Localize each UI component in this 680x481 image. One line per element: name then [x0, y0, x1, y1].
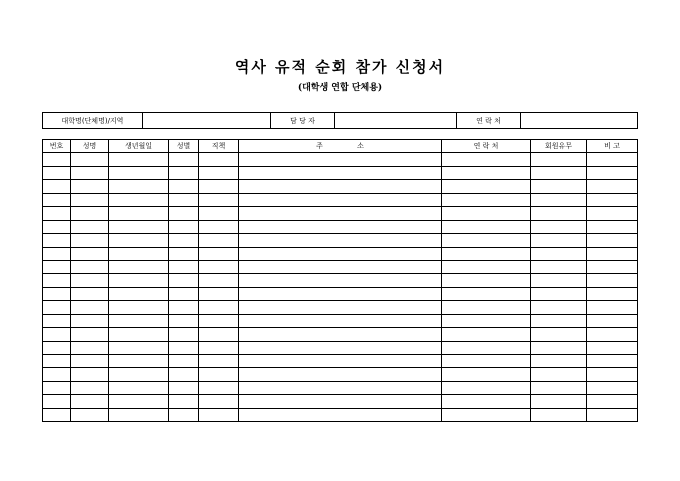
gender-cell[interactable] [169, 260, 199, 273]
address-cell[interactable] [239, 247, 442, 260]
table-header-row [43, 140, 638, 153]
address-cell[interactable] [239, 220, 442, 233]
gender-cell[interactable] [169, 153, 199, 166]
address-cell[interactable] [239, 153, 442, 166]
table-row [43, 408, 638, 421]
gender-cell[interactable] [169, 287, 199, 300]
name-cell[interactable] [71, 328, 109, 341]
membership-cell[interactable] [531, 368, 587, 381]
number-cell[interactable] [43, 314, 71, 327]
table-row [43, 193, 638, 206]
table-row [43, 368, 638, 381]
position-cell[interactable] [199, 328, 239, 341]
address-cell[interactable] [239, 314, 442, 327]
remarks-cell[interactable] [587, 260, 638, 273]
position-cell[interactable] [199, 166, 239, 179]
number-cell[interactable] [43, 193, 71, 206]
remarks-cell[interactable] [587, 395, 638, 408]
table-row [43, 301, 638, 314]
remarks-cell[interactable] [587, 341, 638, 354]
table-row [43, 260, 638, 273]
applicant-info-table [42, 112, 638, 129]
remarks-cell[interactable] [587, 234, 638, 247]
name-cell[interactable] [71, 207, 109, 220]
remarks-cell[interactable] [587, 381, 638, 394]
gender-cell[interactable] [169, 395, 199, 408]
header-membership: 회원유무 [531, 140, 587, 153]
gender-cell[interactable] [169, 368, 199, 381]
number-cell[interactable] [43, 328, 71, 341]
number-cell[interactable] [43, 408, 71, 421]
number-cell[interactable] [43, 301, 71, 314]
position-cell[interactable] [199, 287, 239, 300]
number-cell[interactable] [43, 395, 71, 408]
gender-cell[interactable] [169, 355, 199, 368]
address-cell[interactable] [239, 395, 442, 408]
address-cell[interactable] [239, 341, 442, 354]
name-cell[interactable] [71, 153, 109, 166]
contact-cell[interactable] [442, 328, 531, 341]
contact-cell[interactable] [442, 207, 531, 220]
contact-field[interactable] [521, 113, 638, 129]
birthdate-cell[interactable] [109, 287, 169, 300]
name-cell[interactable] [71, 314, 109, 327]
contact-cell[interactable] [442, 341, 531, 354]
membership-cell[interactable] [531, 381, 587, 394]
birthdate-cell[interactable] [109, 247, 169, 260]
position-cell[interactable] [199, 234, 239, 247]
gender-cell[interactable] [169, 314, 199, 327]
number-cell[interactable] [43, 274, 71, 287]
contact-cell[interactable] [442, 193, 531, 206]
remarks-cell[interactable] [587, 301, 638, 314]
address-cell[interactable] [239, 260, 442, 273]
number-cell[interactable] [43, 381, 71, 394]
contact-cell[interactable] [442, 247, 531, 260]
contact-cell[interactable] [442, 368, 531, 381]
contact-cell[interactable] [442, 395, 531, 408]
address-cell[interactable] [239, 368, 442, 381]
name-cell[interactable] [71, 166, 109, 179]
gender-cell[interactable] [169, 207, 199, 220]
position-cell[interactable] [199, 381, 239, 394]
address-cell[interactable] [239, 193, 442, 206]
table-row [43, 341, 638, 354]
membership-cell[interactable] [531, 260, 587, 273]
manager-label: 담 당 자 [271, 113, 335, 129]
manager-field[interactable] [335, 113, 457, 129]
header-name: 성명 [71, 140, 109, 153]
contact-label: 연 락 처 [457, 113, 521, 129]
address-cell[interactable] [239, 234, 442, 247]
name-cell[interactable] [71, 274, 109, 287]
table-row [43, 381, 638, 394]
membership-cell[interactable] [531, 220, 587, 233]
header-address-char-2: 소 [357, 142, 364, 151]
participants-table [42, 139, 638, 422]
membership-cell[interactable] [531, 287, 587, 300]
number-cell[interactable] [43, 247, 71, 260]
number-cell[interactable] [43, 341, 71, 354]
name-cell[interactable] [71, 368, 109, 381]
table-row [43, 287, 638, 300]
remarks-cell[interactable] [587, 355, 638, 368]
remarks-cell[interactable] [587, 153, 638, 166]
birthdate-cell[interactable] [109, 166, 169, 179]
birthdate-cell[interactable] [109, 381, 169, 394]
position-cell[interactable] [199, 314, 239, 327]
address-cell[interactable] [239, 207, 442, 220]
gender-cell[interactable] [169, 408, 199, 421]
membership-cell[interactable] [531, 408, 587, 421]
birthdate-cell[interactable] [109, 395, 169, 408]
name-cell[interactable] [71, 180, 109, 193]
header-address-char-1: 주 [316, 142, 323, 151]
membership-cell[interactable] [531, 193, 587, 206]
gender-cell[interactable] [169, 301, 199, 314]
remarks-cell[interactable] [587, 314, 638, 327]
table-row [43, 207, 638, 220]
contact-cell[interactable] [442, 301, 531, 314]
membership-cell[interactable] [531, 153, 587, 166]
table-row [43, 247, 638, 260]
membership-cell[interactable] [531, 341, 587, 354]
address-cell[interactable] [239, 287, 442, 300]
birthdate-cell[interactable] [109, 328, 169, 341]
position-cell[interactable] [199, 153, 239, 166]
remarks-cell[interactable] [587, 180, 638, 193]
position-cell[interactable] [199, 355, 239, 368]
remarks-cell[interactable] [587, 220, 638, 233]
remarks-cell[interactable] [587, 274, 638, 287]
contact-cell[interactable] [442, 314, 531, 327]
position-cell[interactable] [199, 408, 239, 421]
membership-cell[interactable] [531, 355, 587, 368]
header-contact: 연 락 처 [442, 140, 531, 153]
table-row [43, 355, 638, 368]
number-cell[interactable] [43, 220, 71, 233]
address-cell[interactable] [239, 274, 442, 287]
remarks-cell[interactable] [587, 408, 638, 421]
birthdate-cell[interactable] [109, 153, 169, 166]
membership-cell[interactable] [531, 207, 587, 220]
membership-cell[interactable] [531, 166, 587, 179]
address-cell[interactable] [239, 381, 442, 394]
university-field[interactable] [143, 113, 271, 129]
name-cell[interactable] [71, 220, 109, 233]
birthdate-cell[interactable] [109, 260, 169, 273]
name-cell[interactable] [71, 193, 109, 206]
remarks-cell[interactable] [587, 368, 638, 381]
contact-cell[interactable] [442, 234, 531, 247]
gender-cell[interactable] [169, 220, 199, 233]
gender-cell[interactable] [169, 381, 199, 394]
name-cell[interactable] [71, 355, 109, 368]
membership-cell[interactable] [531, 314, 587, 327]
contact-cell[interactable] [442, 153, 531, 166]
name-cell[interactable] [71, 301, 109, 314]
number-cell[interactable] [43, 355, 71, 368]
birthdate-cell[interactable] [109, 234, 169, 247]
address-cell[interactable] [239, 328, 442, 341]
birthdate-cell[interactable] [109, 314, 169, 327]
table-row [43, 328, 638, 341]
header-number: 번호 [43, 140, 71, 153]
number-cell[interactable] [43, 180, 71, 193]
position-cell[interactable] [199, 274, 239, 287]
address-cell[interactable] [239, 408, 442, 421]
table-row [43, 274, 638, 287]
gender-cell[interactable] [169, 234, 199, 247]
number-cell[interactable] [43, 207, 71, 220]
number-cell[interactable] [43, 234, 71, 247]
page-subtitle: (대학생 연합 단체용) [297, 83, 383, 93]
birthdate-cell[interactable] [109, 355, 169, 368]
remarks-cell[interactable] [587, 247, 638, 260]
name-cell[interactable] [71, 234, 109, 247]
table-row [43, 395, 638, 408]
address-cell[interactable] [239, 180, 442, 193]
university-label: 대학명(단체명)/지역 [43, 113, 143, 129]
number-cell[interactable] [43, 368, 71, 381]
page-title: 역사 유적 순회 참가 신청서 [234, 58, 446, 76]
contact-cell[interactable] [442, 408, 531, 421]
gender-cell[interactable] [169, 341, 199, 354]
applicant-info-row [43, 113, 638, 129]
contact-cell[interactable] [442, 381, 531, 394]
remarks-cell[interactable] [587, 193, 638, 206]
header-birthdate: 생년월일 [109, 140, 169, 153]
name-cell[interactable] [71, 260, 109, 273]
birthdate-cell[interactable] [109, 220, 169, 233]
contact-cell[interactable] [442, 180, 531, 193]
header-address [239, 140, 442, 153]
table-row [43, 180, 638, 193]
address-cell[interactable] [239, 301, 442, 314]
number-cell[interactable] [43, 287, 71, 300]
header-remarks: 비 고 [587, 140, 638, 153]
gender-cell[interactable] [169, 180, 199, 193]
position-cell[interactable] [199, 220, 239, 233]
birthdate-cell[interactable] [109, 180, 169, 193]
birthdate-cell[interactable] [109, 274, 169, 287]
number-cell[interactable] [43, 153, 71, 166]
position-cell[interactable] [199, 193, 239, 206]
contact-cell[interactable] [442, 287, 531, 300]
membership-cell[interactable] [531, 301, 587, 314]
remarks-cell[interactable] [587, 207, 638, 220]
name-cell[interactable] [71, 287, 109, 300]
gender-cell[interactable] [169, 166, 199, 179]
number-cell[interactable] [43, 166, 71, 179]
membership-cell[interactable] [531, 234, 587, 247]
membership-cell[interactable] [531, 274, 587, 287]
position-cell[interactable] [199, 260, 239, 273]
table-row [43, 220, 638, 233]
name-cell[interactable] [71, 395, 109, 408]
header-gender: 성별 [169, 140, 199, 153]
membership-cell[interactable] [531, 395, 587, 408]
contact-cell[interactable] [442, 355, 531, 368]
header-position: 직책 [199, 140, 239, 153]
remarks-cell[interactable] [587, 166, 638, 179]
table-row [43, 234, 638, 247]
birthdate-cell[interactable] [109, 207, 169, 220]
position-cell[interactable] [199, 395, 239, 408]
remarks-cell[interactable] [587, 287, 638, 300]
position-cell[interactable] [199, 180, 239, 193]
contact-cell[interactable] [442, 166, 531, 179]
position-cell[interactable] [199, 341, 239, 354]
membership-cell[interactable] [531, 247, 587, 260]
participants-body [43, 153, 638, 422]
membership-cell[interactable] [531, 328, 587, 341]
position-cell[interactable] [199, 368, 239, 381]
name-cell[interactable] [71, 341, 109, 354]
contact-cell[interactable] [442, 220, 531, 233]
contact-cell[interactable] [442, 260, 531, 273]
birthdate-cell[interactable] [109, 301, 169, 314]
membership-cell[interactable] [531, 180, 587, 193]
position-cell[interactable] [199, 207, 239, 220]
gender-cell[interactable] [169, 274, 199, 287]
address-cell[interactable] [239, 355, 442, 368]
position-cell[interactable] [199, 247, 239, 260]
contact-cell[interactable] [442, 274, 531, 287]
table-row [43, 166, 638, 179]
address-cell[interactable] [239, 166, 442, 179]
name-cell[interactable] [71, 408, 109, 421]
birthdate-cell[interactable] [109, 193, 169, 206]
table-row [43, 314, 638, 327]
birthdate-cell[interactable] [109, 341, 169, 354]
gender-cell[interactable] [169, 193, 199, 206]
gender-cell[interactable] [169, 247, 199, 260]
table-row [43, 153, 638, 166]
remarks-cell[interactable] [587, 328, 638, 341]
name-cell[interactable] [71, 247, 109, 260]
birthdate-cell[interactable] [109, 408, 169, 421]
position-cell[interactable] [199, 301, 239, 314]
name-cell[interactable] [71, 381, 109, 394]
gender-cell[interactable] [169, 328, 199, 341]
number-cell[interactable] [43, 260, 71, 273]
birthdate-cell[interactable] [109, 368, 169, 381]
